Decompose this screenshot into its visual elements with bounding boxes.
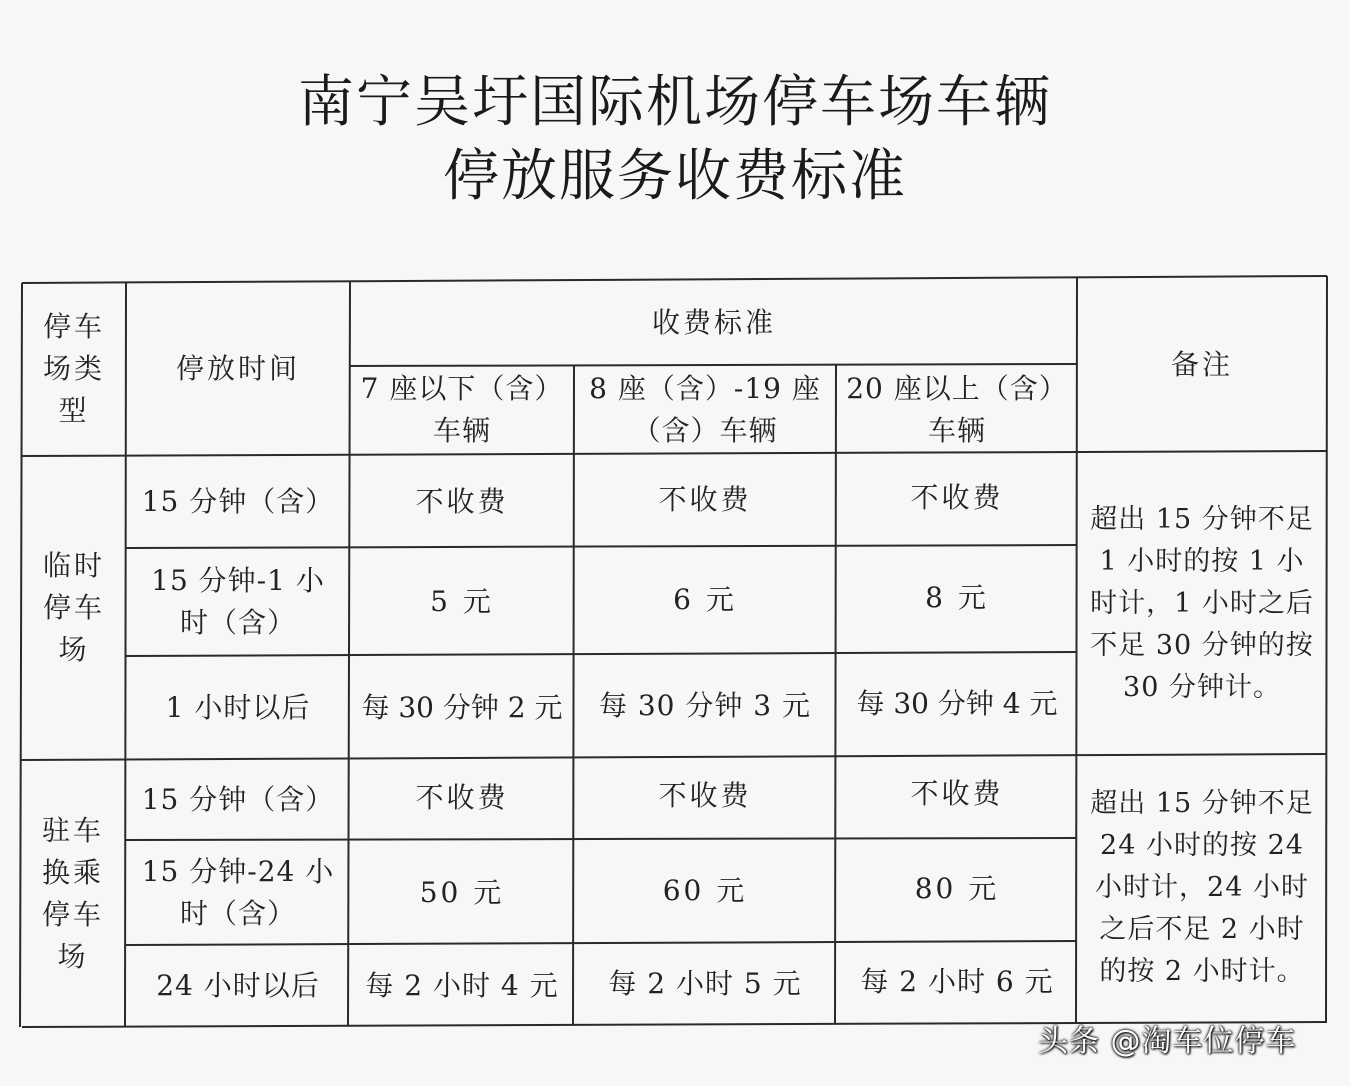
g2-row2-mid: 60 元 xyxy=(662,874,748,907)
g1-row1-duration: 15 分钟（含） xyxy=(141,485,335,518)
g2-row3-small: 每 2 小时 4 元 xyxy=(365,969,559,1002)
g2-row3-large: 每 2 小时 6 元 xyxy=(860,965,1054,998)
g2-remarks-text: 超出 15 分钟不足 24 小时的按 24 小时计，24 小时之后不足 2 小时的按 2 小时计。 xyxy=(1090,788,1314,987)
g1-row3-duration: 1 小时以后 xyxy=(165,691,311,724)
header-col-large: 20 座以上（含） 车辆 xyxy=(846,372,1068,447)
g2-row3-mid: 每 2 小时 5 元 xyxy=(608,967,802,1000)
g1-row2-large: 8 元 xyxy=(925,581,989,614)
header-duration: 停放时间 xyxy=(175,352,300,385)
g2-row1-large: 不收费 xyxy=(910,777,1004,810)
header-col-mid: 8 座（含）-19 座 （含）车辆 xyxy=(589,372,821,447)
g1-row1-large: 不收费 xyxy=(910,481,1004,514)
g1-row3-large: 每 30 分钟 4 元 xyxy=(856,687,1058,720)
header-lot-type: 停车 场类 型 xyxy=(42,310,105,427)
document-title-line1: 南宁吴圩国际机场停车场车辆 xyxy=(298,70,1052,135)
watermark: 头条 @淘车位停车 xyxy=(1038,1024,1297,1059)
g1-row2-mid: 6 元 xyxy=(673,583,737,616)
g2-row2-large: 80 元 xyxy=(914,872,1000,905)
header-remarks: 备注 xyxy=(1170,348,1233,381)
g1-remarks xyxy=(1079,454,1325,754)
g2-remarks xyxy=(1079,756,1325,1020)
document-title-line2: 停放服务收费标准 xyxy=(443,144,907,209)
g2-row2-duration: 15 分钟-24 小 时（含） xyxy=(141,855,335,930)
g2-row1-duration: 15 分钟（含） xyxy=(141,783,335,816)
g2-row1-small: 不收费 xyxy=(415,781,509,814)
g1-row1-small: 不收费 xyxy=(415,485,509,518)
g1-remarks-text: 超出 15 分钟不足 1 小时的按 1 小时计，1 小时之后不足 30 分钟的按 30 分钟计。 xyxy=(1090,504,1314,703)
header-fee-standard: 收费标准 xyxy=(651,306,776,339)
g2-row2-small: 50 元 xyxy=(419,876,505,909)
g1-row2-small: 5 元 xyxy=(430,585,494,618)
g1-row1-mid: 不收费 xyxy=(658,483,752,516)
lot-type-park-and-ride: 驻车 换乘 停车 场 xyxy=(41,814,104,973)
header-col-small: 7 座以下（含） 车辆 xyxy=(360,372,564,447)
g1-row3-small: 每 30 分钟 2 元 xyxy=(361,691,563,724)
lot-type-temporary: 临时 停车 场 xyxy=(42,549,105,666)
g2-row1-mid: 不收费 xyxy=(658,779,752,812)
g1-row2-duration: 15 分钟-1 小 时（含） xyxy=(151,564,325,639)
g1-row3-mid: 每 30 分钟 3 元 xyxy=(598,689,812,722)
g2-row3-duration: 24 小时以后 xyxy=(156,969,320,1002)
